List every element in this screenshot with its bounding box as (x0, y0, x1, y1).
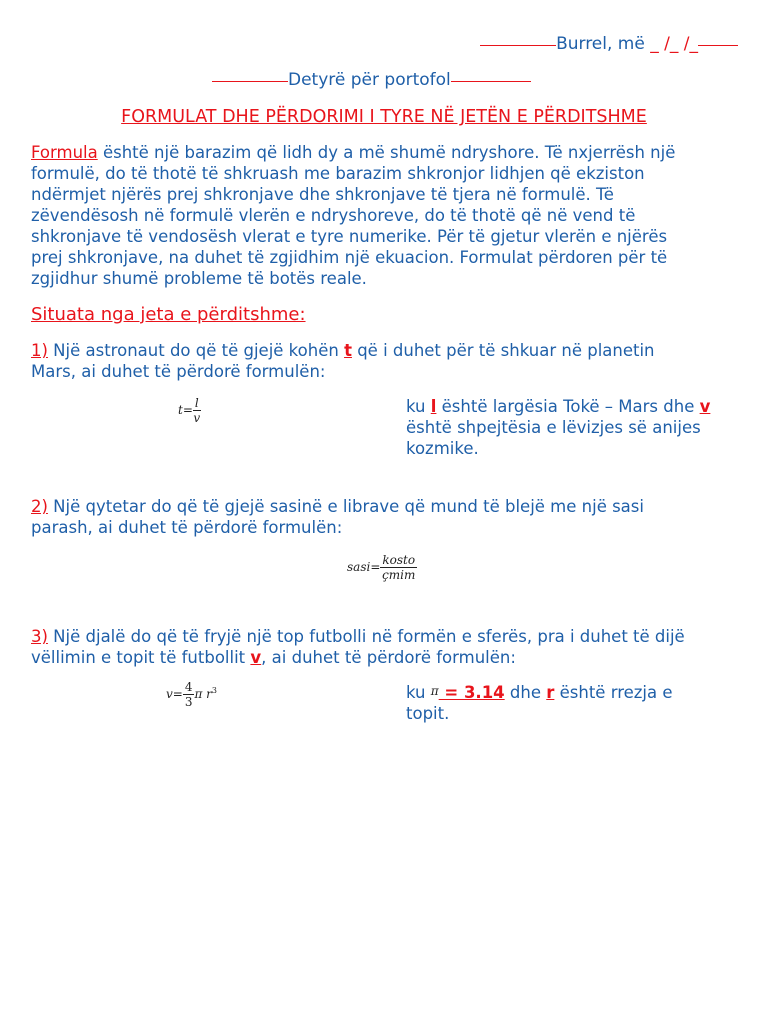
formula-numerator: l (194, 396, 199, 410)
note-text: është largësia Tokë – Mars dhe (436, 397, 700, 416)
formula-denominator: v (193, 411, 201, 425)
header-place-date (480, 34, 738, 54)
intro-line: ndërmjet njërës prej shkronjave dhe shkronjave të tjera në formulë. Të (31, 185, 614, 204)
note-text: është rrezja e (554, 683, 673, 702)
place-label: Burrel, më (556, 34, 645, 54)
formula-volume (166, 680, 217, 709)
item-line: që i duhet për të shkuar në planetin (351, 341, 655, 360)
formula-fraction (183, 680, 195, 709)
formula-denominator: çmim (382, 568, 416, 582)
item-line: Mars, ai duhet të përdorë formulën: (31, 362, 326, 381)
item-line: vëllimin e topit të futbollit (31, 648, 251, 667)
formula-lhs: v (166, 687, 173, 701)
item-number: 3) (31, 627, 48, 646)
formula-eq: = (182, 403, 193, 417)
item-number: 2) (31, 497, 48, 516)
underline-blank (212, 80, 288, 82)
item-line: Një astronaut do që të gjejë kohën (47, 341, 345, 360)
subtitle (212, 70, 531, 90)
item-1-note (406, 396, 751, 459)
intro-line: zgjidhur shumë probleme të botës reale. (31, 269, 367, 288)
intro-line: është një barazim që lidh dy a më shumë ndryshore. Të nxjerrësh një (97, 143, 676, 162)
formula-time (178, 396, 201, 425)
section-heading: Situata nga jeta e përditshme: (31, 304, 306, 325)
underline-blank (698, 44, 738, 46)
formula-fraction (380, 553, 417, 582)
subtitle-text: Detyrë për portofol (288, 70, 451, 90)
item-1-text (31, 340, 746, 382)
intro-line: zëvendësosh në formulë vlerën e ndryshoreve, do të thotë që në vend të (31, 206, 636, 225)
formula-fraction (193, 396, 201, 425)
note-variable: l (430, 397, 437, 416)
date-blank: _ /_ /_ (644, 34, 698, 54)
formula-exponent: 3 (211, 686, 218, 695)
item-3-note (406, 681, 751, 724)
page-title: FORMULAT DHE PËRDORIMI I TYRE NË JETËN E PËRDITSHME (121, 107, 647, 127)
item-variable: v (250, 648, 262, 667)
formula-rest: π r (194, 687, 212, 701)
formula-quantity (347, 553, 417, 582)
item-2-text (31, 496, 746, 538)
note-variable: r (546, 683, 555, 702)
item-line: , ai duhet të përdorë formulën: (261, 648, 516, 667)
note-text: ku (406, 683, 431, 702)
underline-blank (451, 80, 531, 82)
note-text: është shpejtësia e lëvizjes së anijes (406, 418, 701, 437)
item-line: Një qytetar do që të gjejë sasinë e librave që mund të blejë me një sasi (47, 497, 644, 516)
intro-line: formulë, do të thotë të shkruash me barazim shkronjor lidhjen që ekziston (31, 164, 645, 183)
item-line: parash, ai duhet të përdorë formulën: (31, 518, 343, 537)
note-text: topit. (406, 704, 450, 723)
intro-line: prej shkronjave, na duhet të zgjidhim një ekuacion. Formulat përdoren për të (31, 248, 668, 267)
item-3-text (31, 626, 751, 668)
formula-eq: = (370, 560, 381, 574)
item-number: 1) (31, 341, 48, 360)
intro-line: shkronjave të vendosësh vlerat e tyre numerike. Për të gjetur vlerën e njërës (31, 227, 668, 246)
underline-blank (480, 44, 556, 46)
formula-numerator: 4 (184, 680, 193, 694)
item-line: Një djalë do që të fryjë një top futbolli në formën e sferës, pra i duhet të dijë (47, 627, 685, 646)
formula-numerator: kosto (382, 553, 416, 567)
note-text: ku (406, 397, 431, 416)
note-text: kozmike. (406, 439, 479, 458)
formula-lhs: sasi (347, 560, 371, 574)
formula-lhs: t (178, 403, 183, 417)
item-variable: t (344, 341, 352, 360)
formula-denominator: 3 (184, 695, 193, 709)
note-variable: v (699, 397, 711, 416)
pi-symbol: π (430, 684, 439, 698)
intro-term: Formula (31, 143, 98, 162)
intro-paragraph (31, 142, 746, 289)
pi-value: = 3.14 (438, 683, 505, 702)
note-text: dhe (504, 683, 547, 702)
formula-eq: = (172, 687, 183, 701)
